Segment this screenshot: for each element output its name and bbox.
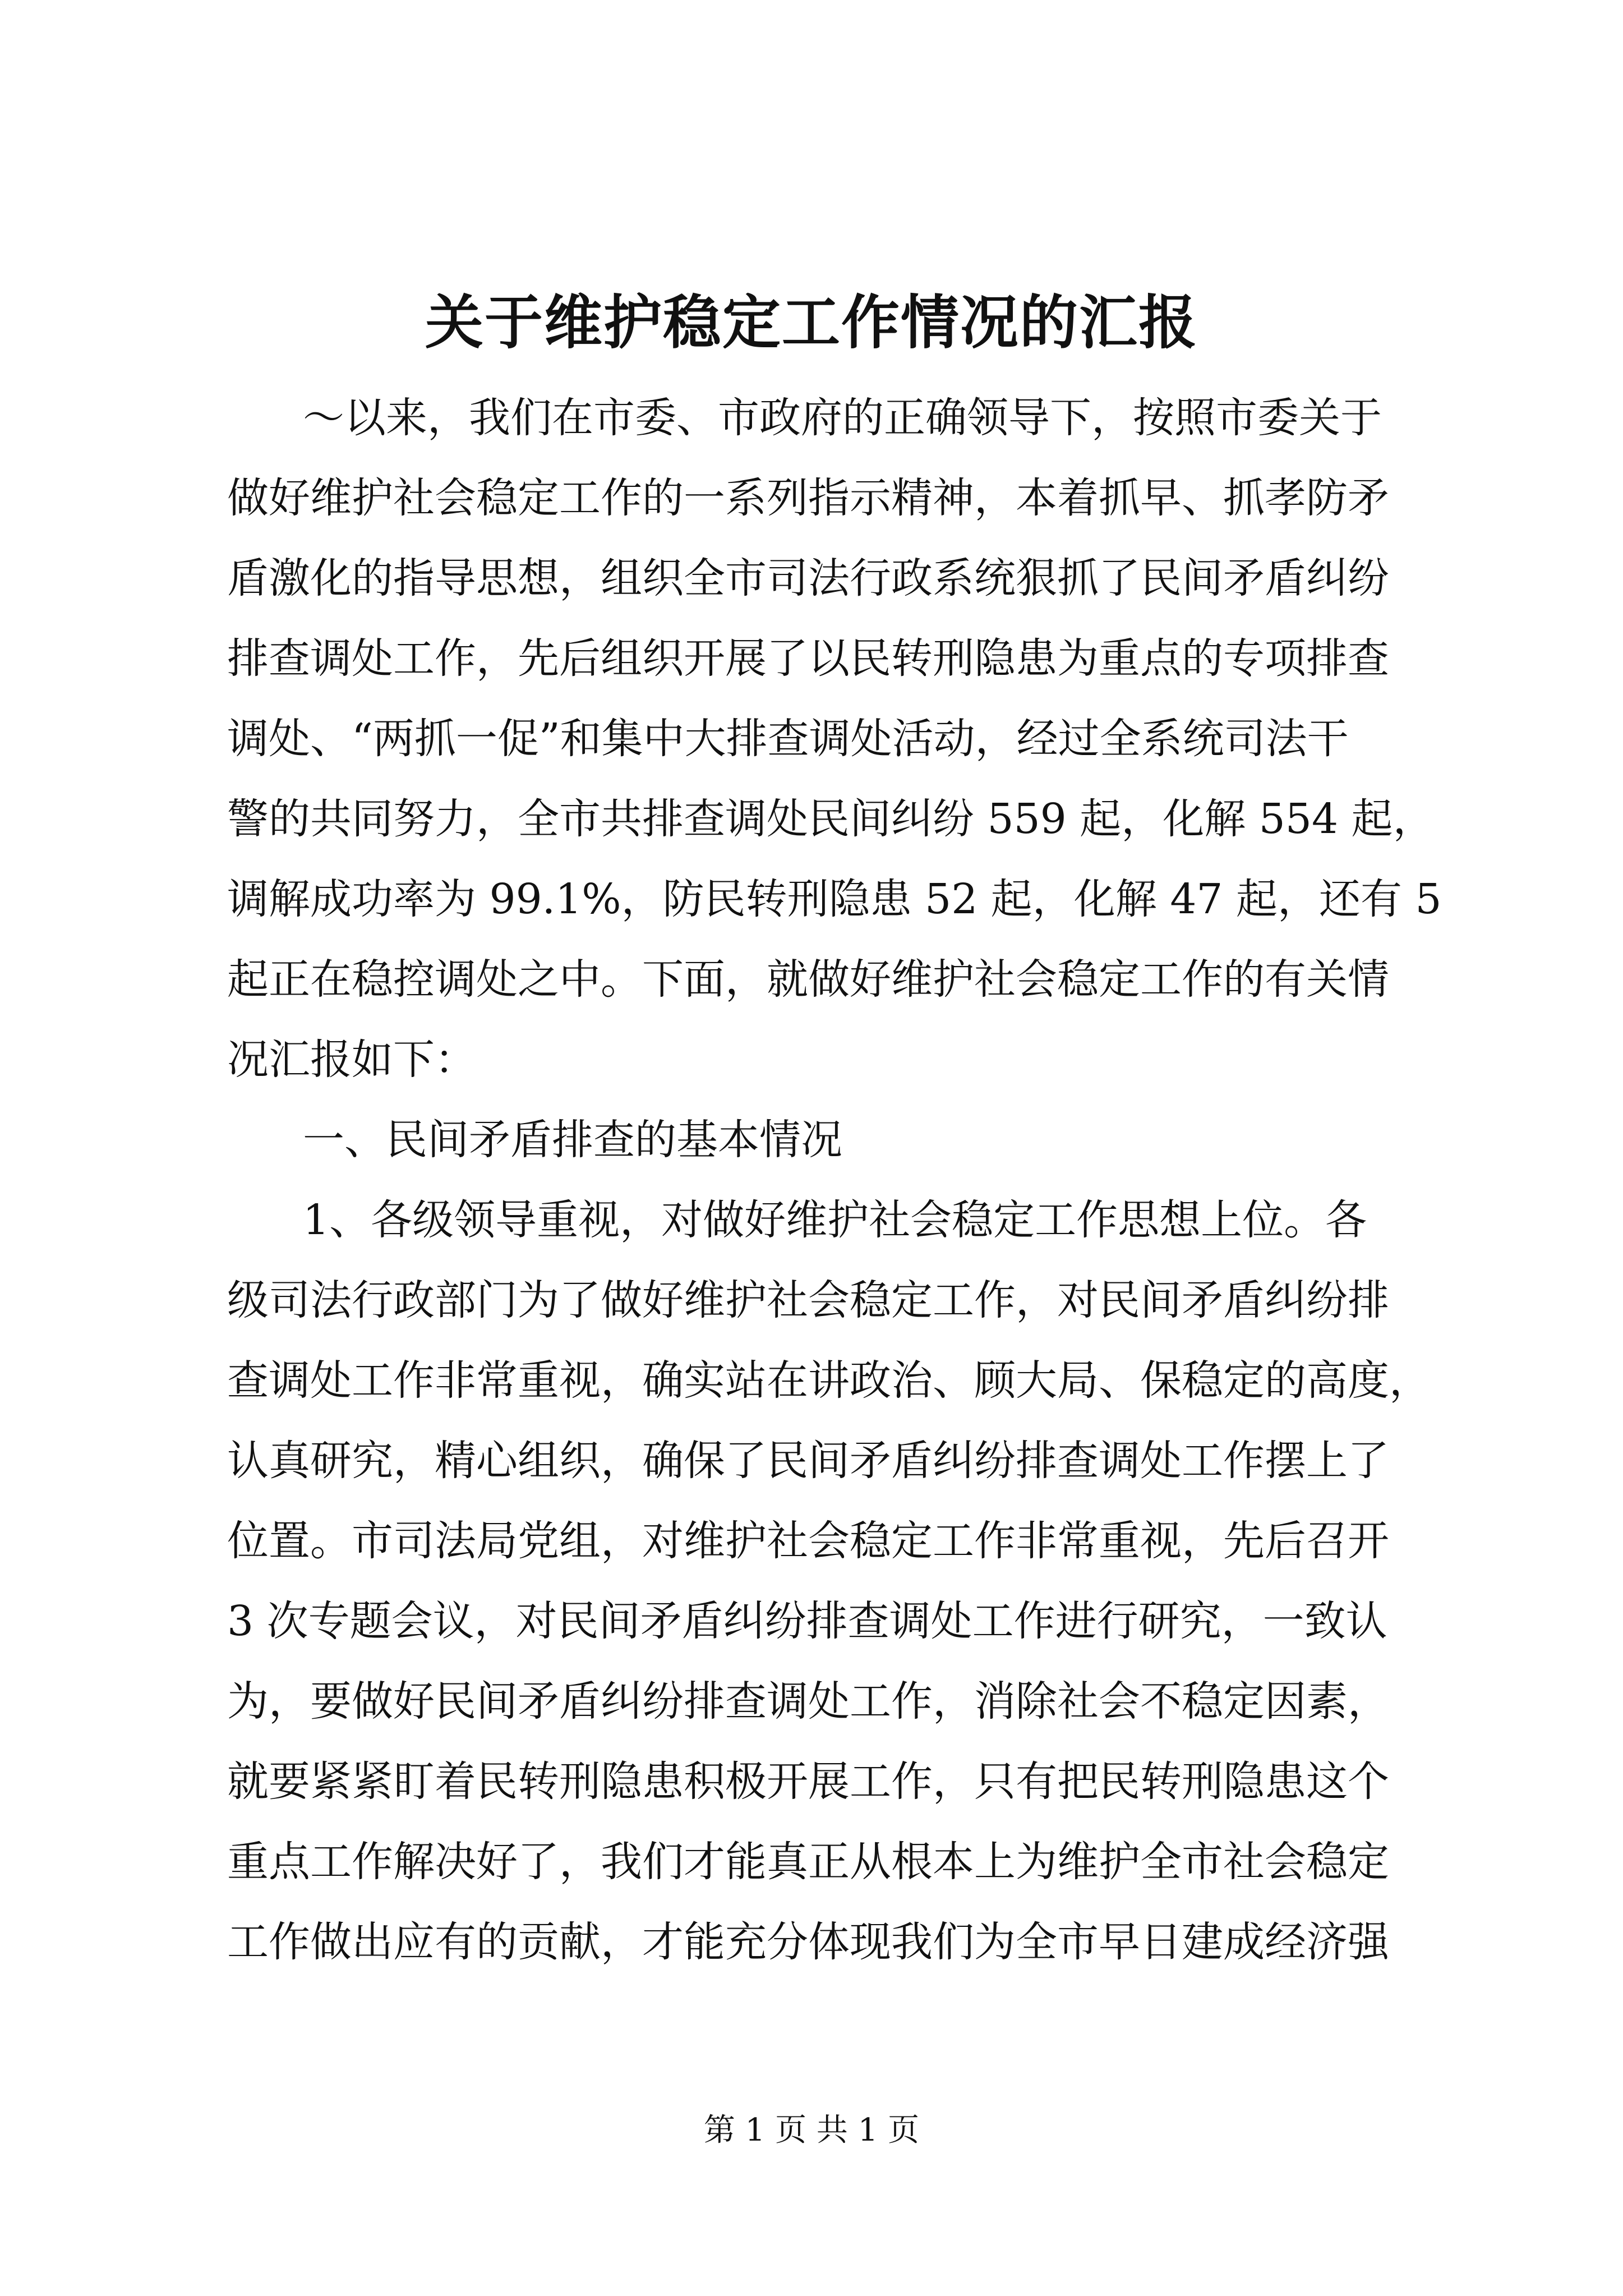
document-title: 关于维护稳定工作情况的汇报 xyxy=(425,288,1198,357)
paragraph-line: 调处、“两抓一促”和集中大排查调处活动，经过全系统司法干 xyxy=(227,715,1349,763)
paragraph-line: 警的共同努力，全市共排查调处民间纠纷 559 起，化解 554 起， xyxy=(227,795,1435,843)
paragraph-line: 认真研究，精心组织，确保了民间矛盾纠纷排查调处工作摆上了 xyxy=(227,1437,1389,1485)
paragraph-line: 级司法行政部门为了做好维护社会稳定工作，对民间矛盾纠纷排 xyxy=(227,1276,1389,1324)
paragraph-line: 3 次专题会议，对民间矛盾纠纷排查调处工作进行研究，一致认 xyxy=(227,1597,1387,1645)
paragraph-line: 查调处工作非常重视，确实站在讲政治、顾大局、保稳定的高度， xyxy=(227,1356,1431,1405)
paragraph-line: 调解成功率为 99.1%，防民转刑隐患 52 起，化解 47 起，还有 5 xyxy=(227,875,1442,923)
paragraph-line: 况汇报如下： xyxy=(227,1036,476,1084)
paragraph-line: 工作做出应有的贡献，才能充分体现我们为全市早日建成经济强 xyxy=(227,1918,1389,1966)
paragraph-line: 重点工作解决好了，我们才能真正从根本上为维护全市社会稳定 xyxy=(227,1838,1389,1886)
paragraph-line: ～以来，我们在市委、市政府的正确领导下，按照市委关于 xyxy=(303,394,1382,442)
paragraph-line: 起正在稳控调处之中。下面，就做好维护社会稳定工作的有关情 xyxy=(227,955,1389,1004)
paragraph-line: 就要紧紧盯着民转刑隐患积极开展工作，只有把民转刑隐患这个 xyxy=(227,1757,1389,1806)
section-heading: 一、民间矛盾排查的基本情况 xyxy=(303,1116,842,1164)
paragraph-line: 为，要做好民间矛盾纠纷排查调处工作，消除社会不稳定因素， xyxy=(227,1677,1389,1726)
paragraph-line: 盾激化的指导思想，组织全市司法行政系统狠抓了民间矛盾纠纷 xyxy=(227,554,1389,602)
paragraph-line: 1、各级领导重视，对做好维护社会稳定工作思想上位。各 xyxy=(303,1196,1367,1244)
page-footer: 第 1 页 共 1 页 xyxy=(703,2112,920,2148)
paragraph-line: 做好维护社会稳定工作的一系列指示精神，本着抓早、抓孝防矛 xyxy=(227,474,1389,522)
paragraph-line: 排查调处工作，先后组织开展了以民转刑隐患为重点的专项排查 xyxy=(227,634,1389,683)
paragraph-line: 位置。市司法局党组，对维护社会稳定工作非常重视，先后召开 xyxy=(227,1517,1389,1565)
